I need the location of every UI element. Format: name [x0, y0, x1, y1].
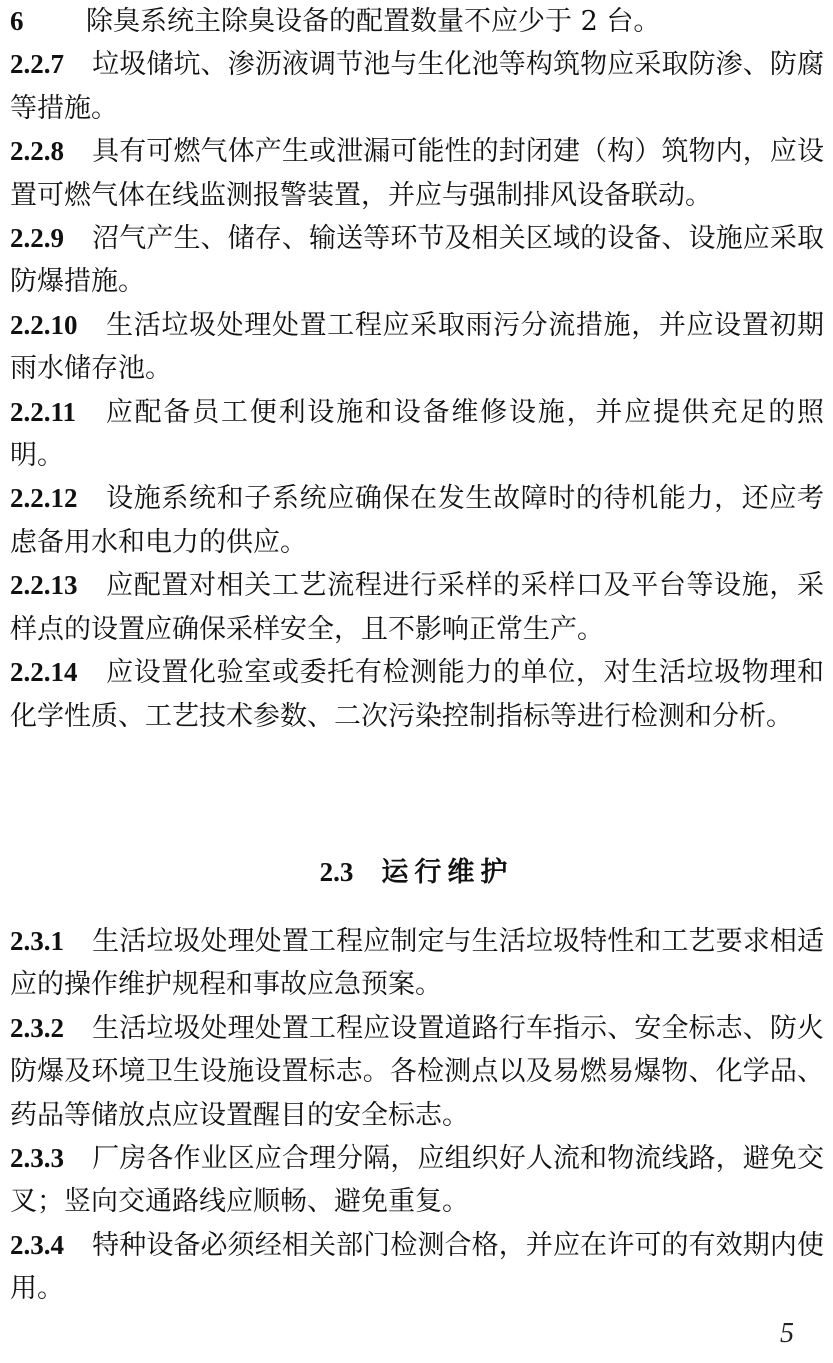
clause-text: 具有可燃气体产生或泄漏可能性的封闭建（构）筑物内，应设置可燃气体在线监测报警装置，并应与强制排风设备联动。 — [10, 136, 824, 211]
clause-text: 沼气产生、储存、输送等环节及相关区域的设备、设施应采取防爆措施。 — [10, 223, 824, 298]
clause-paragraph — [10, 651, 824, 738]
clauses-bottom — [10, 920, 824, 1311]
clause-paragraph — [10, 1224, 824, 1311]
clause-number: 2.3.3 — [10, 1143, 64, 1174]
clause-paragraph — [10, 564, 824, 651]
clause-text: 应设置化验室或委托有检测能力的单位，对生活垃圾物理和化学性质、工艺技术参数、二次污染控制指标等进行检测和分析。 — [10, 657, 824, 732]
clause-paragraph — [10, 130, 824, 217]
clause-number: 2.2.7 — [10, 49, 64, 80]
section-title-text: 运行维护 — [381, 857, 514, 888]
clause-paragraph — [10, 0, 824, 43]
clause-paragraph — [10, 43, 824, 130]
clause-number: 2.3.2 — [10, 1012, 64, 1043]
clause-paragraph — [10, 1007, 824, 1137]
clause-number: 2.2.13 — [10, 570, 78, 601]
clause-paragraph — [10, 217, 824, 304]
clause-number: 2.2.11 — [10, 396, 77, 427]
clause-paragraph — [10, 1137, 824, 1224]
clause-number: 6 — [10, 6, 24, 36]
clause-paragraph — [10, 391, 824, 478]
clause-text: 设施系统和子系统应确保在发生故障时的待机能力，还应考虑备用水和电力的供应。 — [10, 483, 824, 558]
clauses-top — [10, 0, 824, 738]
clause-text: 应配置对相关工艺流程进行采样的采样口及平台等设施，采样点的设置应确保采样安全，且不影响正常生产。 — [10, 570, 824, 645]
clause-text: 除臭系统主除臭设备的配置数量不应少于 2 台。 — [86, 6, 661, 37]
clause-text: 应配备员工便利设施和设备维修设施，并应提供充足的照明。 — [10, 396, 824, 472]
clause-text: 特种设备必须经相关部门检测合格，并应在许可的有效期内使用。 — [10, 1229, 824, 1305]
clause-paragraph — [10, 477, 824, 564]
page-number: 5 — [780, 1318, 794, 1349]
clause-text: 生活垃圾处理处置工程应设置道路行车指示、安全标志、防火防爆及环境卫生设施设置标志。各检测点以及易燃易爆物、化学品、药品等储放点应设置醒目的安全标志。 — [10, 1012, 824, 1131]
clause-text: 生活垃圾处理处置工程应制定与生活垃圾特性和工艺要求相适应的操作维护规程和事故应急预案。 — [10, 926, 824, 1001]
section-number: 2.3 — [319, 857, 354, 887]
clause-number: 2.3.1 — [10, 926, 64, 956]
clause-number: 2.2.14 — [10, 657, 78, 688]
clause-text: 生活垃圾处理处置工程应采取雨污分流措施，并应设置初期雨水储存池。 — [10, 309, 824, 385]
clause-paragraph — [10, 304, 824, 391]
clause-number: 2.2.10 — [10, 309, 78, 340]
section-heading — [0, 851, 833, 894]
clause-number: 2.2.8 — [10, 136, 64, 167]
clause-text: 厂房各作业区应合理分隔，应组织好人流和物流线路，避免交叉；竖向交通路线应顺畅、避免重复。 — [10, 1143, 824, 1218]
clause-number: 2.2.9 — [10, 223, 64, 254]
clause-paragraph — [10, 920, 824, 1007]
clause-text: 垃圾储坑、渗沥液调节池与生化池等构筑物应采取防渗、防腐等措施。 — [10, 49, 824, 124]
clause-number: 2.2.12 — [10, 483, 78, 514]
clause-number: 2.3.4 — [10, 1229, 64, 1260]
